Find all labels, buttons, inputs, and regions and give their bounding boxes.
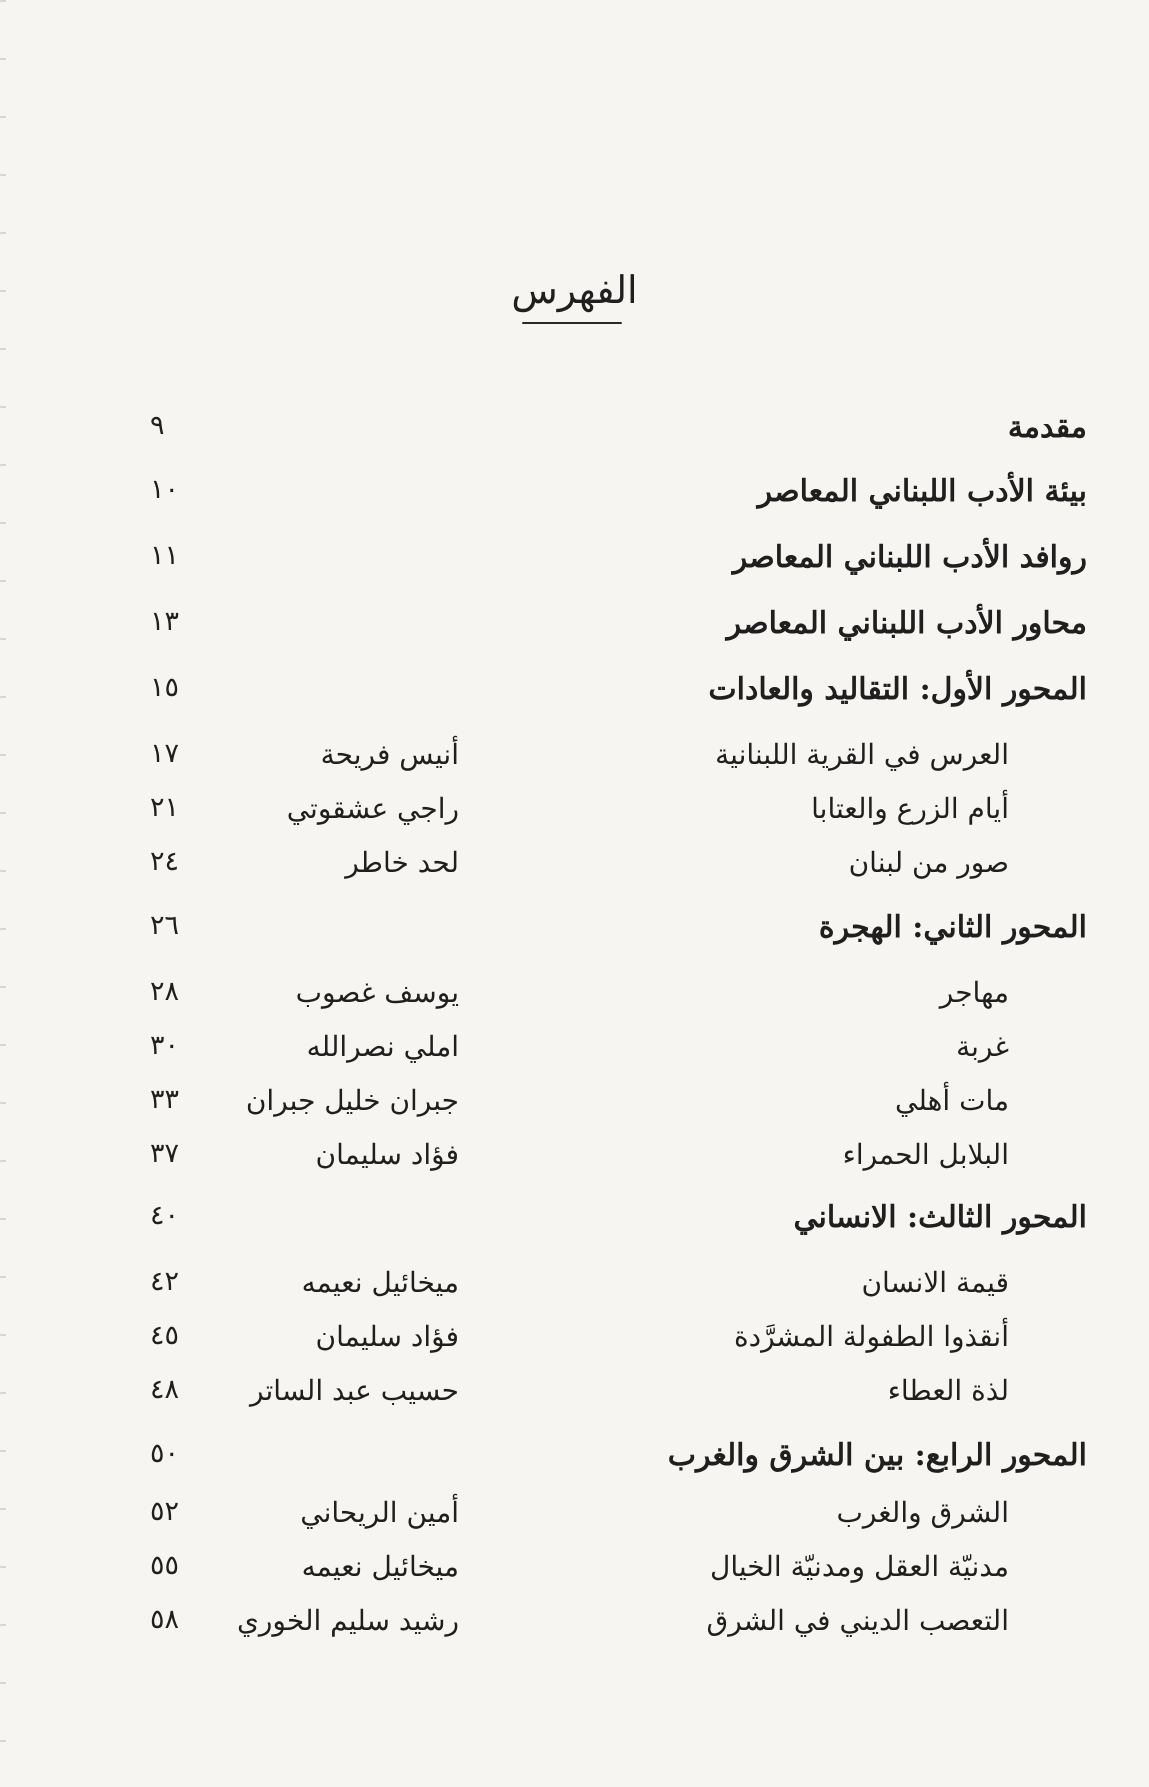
toc-entry-title: التعصب الديني في الشرق xyxy=(706,1604,1009,1637)
toc-section-heading xyxy=(0,664,1149,730)
toc-page-number: ١٠ xyxy=(150,474,180,505)
toc-page-number: ٤٨ xyxy=(150,1374,180,1405)
toc-entry-title: محاور الأدب اللبناني المعاصر xyxy=(726,606,1087,641)
toc-entry-title: روافد الأدب اللبناني المعاصر xyxy=(732,540,1087,575)
toc-page-number: ٥٠ xyxy=(150,1438,180,1469)
toc-page-number: ٢٨ xyxy=(150,976,180,1007)
toc-entry-author: راجي عشقوتي xyxy=(286,792,459,825)
toc-page-number: ١٣ xyxy=(150,606,180,637)
title-underline xyxy=(522,322,622,324)
toc-entry-author: يوسف غصوب xyxy=(295,976,459,1009)
toc-entry-title: المحور الأول: التقاليد والعادات xyxy=(708,672,1087,707)
toc-entry-author: فؤاد سليمان xyxy=(315,1320,459,1353)
toc-entry xyxy=(0,784,1149,838)
toc-entry-title: أنقذوا الطفولة المشرَّدة xyxy=(733,1320,1009,1353)
toc-page-number: ٣٧ xyxy=(150,1138,180,1169)
toc-entry-author: أمين الريحاني xyxy=(300,1496,459,1529)
toc-entry-title: بيئة الأدب اللبناني المعاصر xyxy=(757,474,1087,509)
toc-page-number: ١١ xyxy=(150,540,180,571)
toc-entry-author: فؤاد سليمان xyxy=(315,1138,459,1171)
toc-entry xyxy=(0,1312,1149,1366)
toc-entry-title: قيمة الانسان xyxy=(861,1266,1009,1299)
toc-page-number: ٢٦ xyxy=(150,910,180,941)
toc-page-number: ٥٥ xyxy=(150,1550,180,1581)
toc-entry-title: لذة العطاء xyxy=(887,1374,1009,1407)
toc-entry-title: مدنيّة العقل ومدنيّة الخيال xyxy=(709,1550,1009,1583)
toc-section-heading xyxy=(0,1430,1149,1488)
toc-entry xyxy=(0,402,1149,466)
toc-entry xyxy=(0,532,1149,598)
toc-page-number: ٤٠ xyxy=(150,1200,180,1231)
toc-entry-author: حسيب عبد الساتر xyxy=(250,1374,459,1407)
toc-entry-title: العرس في القرية اللبنانية xyxy=(715,738,1009,771)
toc-entry xyxy=(0,838,1149,902)
table-of-contents xyxy=(0,402,1149,1650)
toc-entry-title: مهاجر xyxy=(939,976,1009,1009)
toc-entry-author: رشيد سليم الخوري xyxy=(236,1604,459,1637)
toc-entry-title: صور من لبنان xyxy=(848,846,1009,879)
toc-entry xyxy=(0,1258,1149,1312)
toc-entry xyxy=(0,1076,1149,1130)
toc-page-number: ٥٢ xyxy=(150,1496,180,1527)
toc-entry-title: غربة xyxy=(956,1030,1009,1063)
toc-page-number: ٤٥ xyxy=(150,1320,180,1351)
toc-entry-title: المحور الثاني: الهجرة xyxy=(818,910,1087,945)
toc-section-heading xyxy=(0,1192,1149,1258)
toc-page-number: ٢١ xyxy=(150,792,180,823)
toc-entry-title: أيام الزرع والعتابا xyxy=(811,792,1009,825)
toc-entry-author: لحد خاطر xyxy=(345,846,459,879)
toc-page-number: ٤٢ xyxy=(150,1266,180,1297)
toc-section-heading xyxy=(0,902,1149,968)
toc-entry xyxy=(0,1488,1149,1542)
toc-entry-author: أنيس فريحة xyxy=(320,738,459,771)
toc-page-number: ١٥ xyxy=(150,672,180,703)
toc-entry xyxy=(0,1366,1149,1430)
toc-entry xyxy=(0,730,1149,784)
toc-entry xyxy=(0,466,1149,532)
toc-entry xyxy=(0,968,1149,1022)
toc-page-number: ٩ xyxy=(150,410,165,441)
toc-page-number: ٣٠ xyxy=(150,1030,180,1061)
toc-entry xyxy=(0,598,1149,664)
toc-entry xyxy=(0,1130,1149,1192)
toc-entry-title: مات أهلي xyxy=(895,1084,1009,1117)
toc-entry-title: المحور الرابع: بين الشرق والغرب xyxy=(667,1438,1087,1473)
toc-entry-author: جبران خليل جبران xyxy=(245,1084,459,1117)
toc-entry xyxy=(0,1542,1149,1596)
toc-page-number: ٢٤ xyxy=(150,846,180,877)
toc-entry-title: المحور الثالث: الانساني xyxy=(793,1200,1087,1235)
toc-page-number: ٣٣ xyxy=(150,1084,180,1115)
toc-page-number: ٥٨ xyxy=(150,1604,180,1635)
toc-page-number: ١٧ xyxy=(150,738,180,769)
page-title: الفهرس xyxy=(511,268,638,312)
toc-entry-author: املي نصرالله xyxy=(306,1030,459,1063)
toc-entry-author: ميخائيل نعيمه xyxy=(301,1266,459,1299)
toc-entry-title: البلابل الحمراء xyxy=(842,1138,1009,1171)
toc-entry-title: الشرق والغرب xyxy=(836,1496,1009,1529)
toc-entry xyxy=(0,1022,1149,1076)
toc-entry-author: ميخائيل نعيمه xyxy=(301,1550,459,1583)
toc-entry xyxy=(0,1596,1149,1650)
toc-entry-title: مقدمة xyxy=(1007,410,1087,445)
